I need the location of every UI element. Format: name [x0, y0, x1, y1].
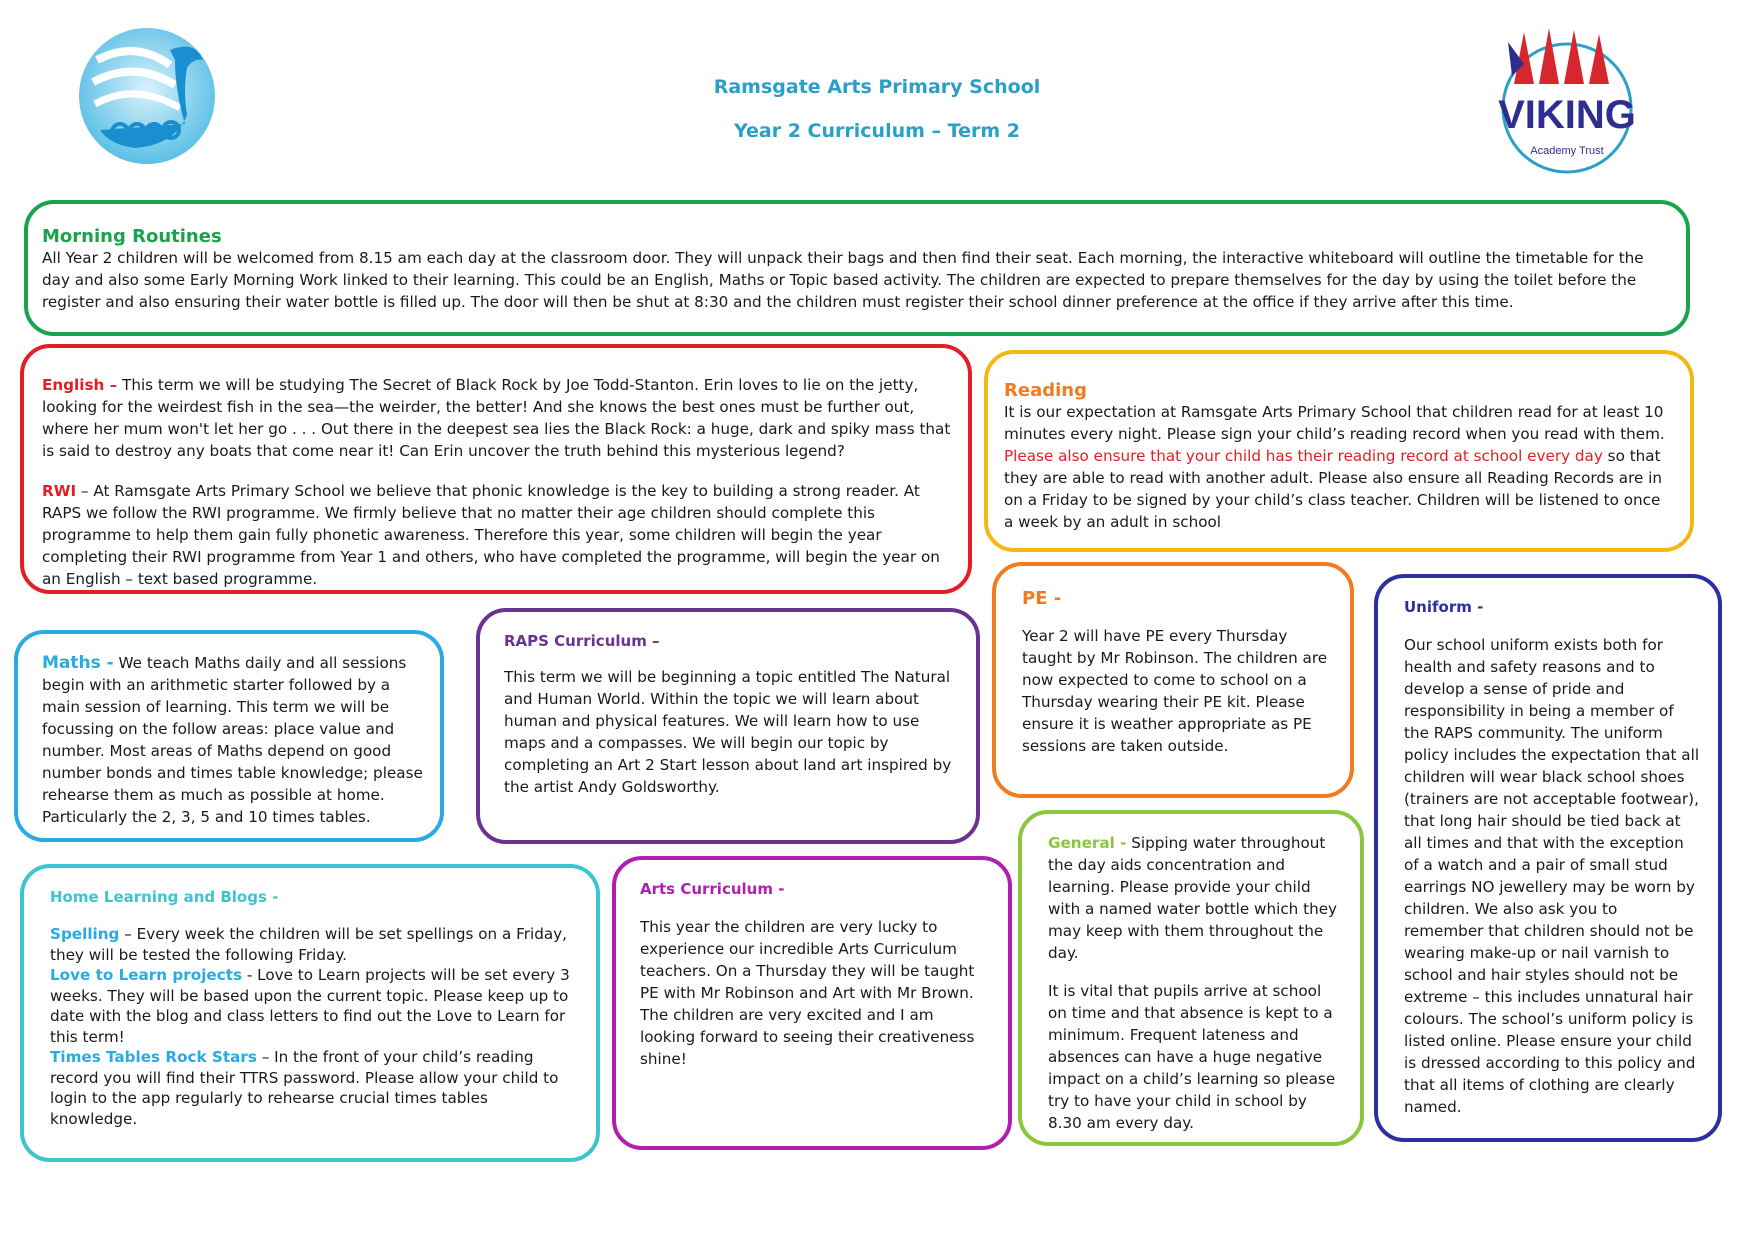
home-learning-box — [20, 864, 600, 1162]
morning-routines-body: All Year 2 children will be welcomed from 8.15 am each day at the classroom door. They will unpack their bags and then find their seat. Each morning, the interactive whiteboard will outline the timetable for the day and also some Early Morning Work linked to their learning. This could be an English, Maths or Topic based activity. The children are expected to prepare themselves for the day by using the toilet before the register and also ensuring their water bottle is filled up. The door will then be shut at 8:30 and the children must register their school dinner preference at the office if they arrive after this time. — [42, 249, 1644, 311]
reading-body-b: so that they are able to read with another adult. Please also ensure all Reading Records are in on a Friday to be signed by your child’s class teacher. Children will be listened to once a week by an adult in school — [1004, 447, 1662, 531]
ttrs-paragraph — [50, 1047, 578, 1129]
reading-box — [984, 350, 1694, 552]
trust-logo — [1494, 24, 1640, 176]
school-title: Ramsgate Arts Primary School — [713, 76, 1041, 98]
general-box — [1018, 810, 1364, 1146]
raps-curriculum-box — [476, 608, 980, 844]
love-to-learn-label: Love to Learn projects — [50, 966, 243, 984]
trust-logo-subtext: Academy Trust — [1530, 145, 1604, 157]
reading-body-a: It is our expectation at Ramsgate Arts Primary School that children read for at least 10 minutes every night. Please sign your child’s reading record when you read with them. — [1004, 403, 1665, 443]
spelling-label: Spelling — [50, 925, 120, 943]
pe-title: PE - — [1022, 588, 1062, 609]
pe-box — [992, 562, 1354, 798]
english-body: This term we will be studying The Secret of Black Rock by Joe Todd-Stanton. Erin loves to lie on the jetty, looking for the weirdest fish in the sea—the weirder, the better! And she knows the best ones must be further out, where her mum won't let her go . . . Out there in the deepest sea lies the Black Rock: a huge, dark and spiky mass that is said to destroy any boats that come near it! Can Erin uncover the truth behind this mysterious legend? — [42, 376, 951, 460]
spelling-paragraph — [50, 924, 578, 965]
page-subtitle: Year 2 Curriculum – Term 2 — [734, 120, 1020, 142]
general-title: General - — [1048, 834, 1127, 852]
general-paragraph — [1048, 832, 1344, 964]
rwi-body: – At Ramsgate Arts Primary School we believe that phonic knowledge is the key to building a strong reader. At RAPS we follow the RWI programme. We firmly believe that no matter their age children should complete this programme to help them gain fully phonetic awareness. Therefore this year, some children will begin the year completing their RWI programme from Year 1 and others, who have completed the programme, will begin the year on an English – text based programme. — [42, 482, 940, 588]
general-body: Sipping water throughout the day aids concentration and learning. Please provide your child with a named water bottle which they may keep with them throughout the day. — [1048, 834, 1338, 962]
uniform-title: Uniform - — [1404, 598, 1484, 616]
english-box — [20, 344, 972, 594]
maths-title: Maths - — [42, 653, 114, 673]
rwi-label: RWI — [42, 482, 77, 500]
home-learning-title: Home Learning and Blogs - — [50, 888, 279, 906]
ttrs-body: – In the front of your child’s reading record you will find their TTRS password. Please allow your child to login to the app regularly to rehearse crucial times tables knowledge. — [50, 1048, 559, 1128]
english-paragraph — [42, 374, 952, 462]
reading-title: Reading — [1004, 380, 1087, 401]
reading-body — [1004, 401, 1674, 533]
rwi-paragraph — [42, 480, 952, 590]
raps-curriculum-title: RAPS Curriculum – — [504, 632, 660, 650]
english-label: English – — [42, 376, 118, 394]
arts-curriculum-body: This year the children are very lucky to experience our incredible Arts Curriculum teachers. On a Thursday they will be taught PE with Mr Robinson and Art with Mr Brown. The children are very excited and I am looking forward to seeing their creativeness shine! — [640, 918, 975, 1068]
uniform-body: Our school uniform exists both for health and safety reasons and to develop a sense of pride and responsibility in being a member of the RAPS community. The uniform policy includes the expectation that all children will wear black school shoes (trainers are not acceptable footwear), that long hair should be tied back at all times and that with the exception of a watch and a pair of small stud earrings NO jewellery may be worn by children. We also ask you to remember that children should not be wearing make-up or nail varnish to school and hair styles should not be extreme – this includes unnatural hair colours. The school’s uniform policy is listed online. Please ensure your child is dressed according to this policy and that all items of clothing are clearly named. — [1404, 636, 1700, 1116]
maths-body: We teach Maths daily and all sessions begin with an arithmetic starter followed by a main session of learning. This term we will be focussing on the follow areas: place value and number. Most areas of Maths depend on good number bonds and times table knowledge; please rehearse them as much as possible at home. Particularly the 2, 3, 5 and 10 times tables. — [42, 654, 423, 826]
morning-routines-box — [24, 200, 1690, 336]
maths-box — [14, 630, 444, 842]
spelling-body: – Every week the children will be set spellings on a Friday, they will be tested the following Friday. — [50, 925, 567, 964]
trust-logo-text: VIKING — [1498, 93, 1636, 137]
pe-body: Year 2 will have PE every Thursday taught by Mr Robinson. The children are now expected to come to school on a Thursday wearing their PE kit. Please ensure it is weather appropriate as PE sessions are taken outside. — [1022, 627, 1328, 755]
morning-routines-title: Morning Routines — [42, 226, 222, 247]
arts-curriculum-box — [612, 856, 1012, 1150]
general-body-2: It is vital that pupils arrive at school on time and that absence is kept to a minimum. Frequent lateness and absences can have a huge negative impact on a child’s learning so please try to have your child in school by 8.30 am every day. — [1048, 982, 1336, 1132]
love-to-learn-paragraph — [50, 965, 578, 1047]
maths-paragraph — [42, 652, 426, 828]
viking-academy-trust-logo-icon — [1494, 24, 1640, 176]
arts-curriculum-title: Arts Curriculum - — [640, 880, 785, 898]
ttrs-label: Times Tables Rock Stars — [50, 1048, 257, 1066]
love-to-learn-body: - Love to Learn projects will be set every 3 weeks. They will be based upon the current topic. Please keep up to date with the blog and class letters to find out the Love to Learn for this term! — [50, 966, 570, 1046]
reading-body-highlight: Please also ensure that your child has their reading record at school every day — [1004, 447, 1603, 465]
uniform-box — [1374, 574, 1722, 1142]
raps-curriculum-body: This term we will be beginning a topic entitled The Natural and Human World. Within the topic we will learn about human and physical features. We will learn how to use maps and a compasses. We will begin our topic by completing an Art 2 Start lesson about land art inspired by the artist Andy Goldsworthy. — [504, 668, 952, 796]
